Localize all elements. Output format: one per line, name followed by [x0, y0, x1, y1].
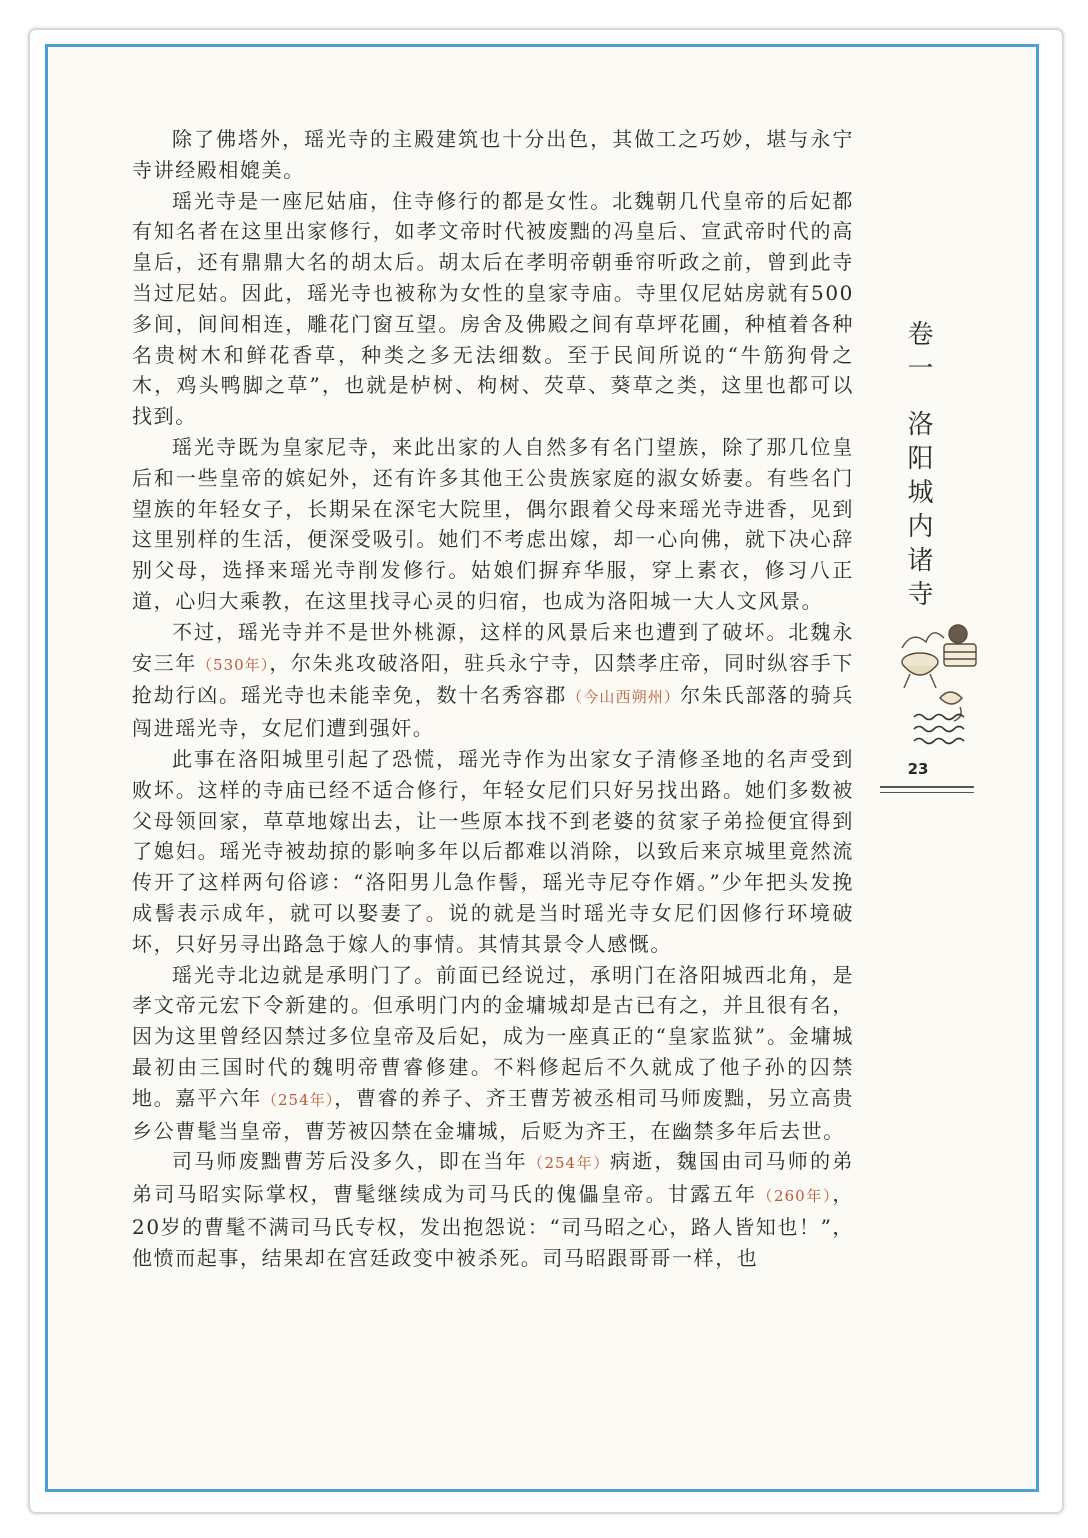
incense-burner-illustration — [880, 612, 990, 762]
paragraph — [132, 432, 854, 617]
paragraph — [132, 960, 854, 1147]
paragraph-text: 尔朱氏部落的骑兵闯进瑶光寺，女尼们遭到强奸。 — [132, 683, 854, 741]
chapter-title-vertical — [898, 320, 938, 614]
year-note: （254年） — [261, 1090, 335, 1109]
paragraph-text: 瑶光寺北边就是承明门了。前面已经说过，承明门在洛阳城西北角，是孝文帝元宏下令新建的。但承明门内的金墉城却是古已有之，并且很有名，因为这里曾经囚禁过多位皇帝及后妃，成为一座真正的“皇家监狱”。金墉城最初由三国时代的魏明帝曹睿修建。不料修起后不久就成了他子孙的囚禁地。嘉平六年 — [132, 962, 854, 1110]
paragraph-text: 此事在洛阳城里引起了恐慌，瑶光寺作为出家女子清修圣地的名声受到败坏。这样的寺庙已经不适合修行，年轻女尼们只好另找出路。她们多数被父母领回家，草草地嫁出去，让一些原本找不到老婆的贫家子弟捡便宜得到了媳妇。瑶光寺被劫掠的影响多年以后都难以消除，以致后来京城里竟然流传开了这样两句俗谚：“洛阳男儿急作髻，瑶光寺尼夺作婿。”少年把头发挽成髻表示成年，就可以娶妻了。说的就是当时瑶光寺女尼们因修行环境破坏，只好另寻出路急于嫁人的事情。其情其景令人感慨。 — [132, 746, 854, 956]
paragraph-text: 不过，瑶光寺并不是世外桃源，这样的风景后来也遭到了破坏。北魏永安三年 — [132, 619, 854, 675]
volume-title: 卷一 — [903, 320, 933, 388]
paragraph-text: ，尔朱兆攻破洛阳，驻兵永宁寺，囚禁孝庄帝，同时纵容手下抢劫行凶。瑶光寺也未能幸免，数十名秀容郡 — [132, 650, 854, 708]
year-note: （530年） — [196, 655, 270, 674]
page-number: 23 — [907, 760, 929, 778]
paragraph — [132, 186, 854, 432]
paragraph-text: ，曹睿的养子、齐王曹芳被丞相司马师废黜，另立高贵乡公曹髦当皇帝，曹芳被囚禁在金墉城，后贬为齐王，在幽禁多年后去世。 — [132, 1085, 854, 1143]
page-number-rule-thin — [880, 792, 974, 793]
paragraph-text: 除了佛塔外，瑶光寺的主殿建筑也十分出色，其做工之巧妙，堪与永宁寺讲经殿相媲美。 — [132, 127, 854, 182]
paragraph-text: 病逝，魏国由司马师的弟弟司马昭实际掌权，曹髦继续成为司马氏的傀儡皇帝。甘露五年 — [132, 1149, 854, 1207]
year-note: （254年） — [527, 1154, 610, 1173]
paragraph-text: 司马师废黜曹芳后没多久，即在当年 — [172, 1149, 528, 1174]
paragraph — [132, 617, 854, 744]
year-note: （今山西朔州） — [567, 688, 681, 707]
paragraph-text: 瑶光寺是一座尼姑庙，住寺修行的都是女性。北魏朝几代皇帝的后妃都有知名者在这里出家修行，如孝文帝时代被废黜的冯皇后、宣武帝时代的高皇后，还有鼎鼎大名的胡太后。胡太后在孝明帝朝垂帘听政之前，曾到此寺当过尼姑。因此，瑶光寺也被称为女性的皇家寺庙。寺里仅尼姑房就有500多间，间间相连，雕花门窗互望。房舍及佛殿之间有草坪花圃，种植着各种名贵树木和鲜花香草，种类之多无法细数。至于民间所说的“牛筋狗骨之木，鸡头鸭脚之草”，也就是栌树、枸树、芡草、葵草之类，这里也都可以找到。 — [132, 188, 854, 429]
chapter-sidebar — [880, 320, 990, 880]
paragraph-text: 瑶光寺既为皇家尼寺，来此出家的人自然多有名门望族，除了那几位皇后和一些皇帝的嫔妃外，还有许多其他王公贵族家庭的淑女娇妻。有些名门望族的年轻女子，长期呆在深宅大院里，偶尔跟着父母来瑶光寺进香，见到这里别样的生活，便深受吸引。她们不考虑出嫁，却一心向佛，就下决心辞别父母，选择来瑶光寺削发修行。姑娘们摒弃华服，穿上素衣，修习八正道，心归大乘教，在这里找寻心灵的归宿，也成为洛阳城一大人文风景。 — [132, 434, 854, 613]
year-note: （260年） — [757, 1187, 833, 1206]
paragraph — [132, 124, 854, 186]
section-title: 洛阳城内诸寺 — [903, 410, 933, 614]
page-number-rule — [880, 786, 974, 788]
paragraph-text: ，20岁的曹髦不满司马氏专权，发出抱怨说：“司马昭之心，路人皆知也！”，他愤而起事，结果却在宫廷政变中被杀死。司马昭跟哥哥一样，也 — [132, 1182, 854, 1270]
paragraph — [132, 744, 854, 960]
paragraph — [132, 1146, 854, 1273]
body-text — [132, 124, 854, 1273]
